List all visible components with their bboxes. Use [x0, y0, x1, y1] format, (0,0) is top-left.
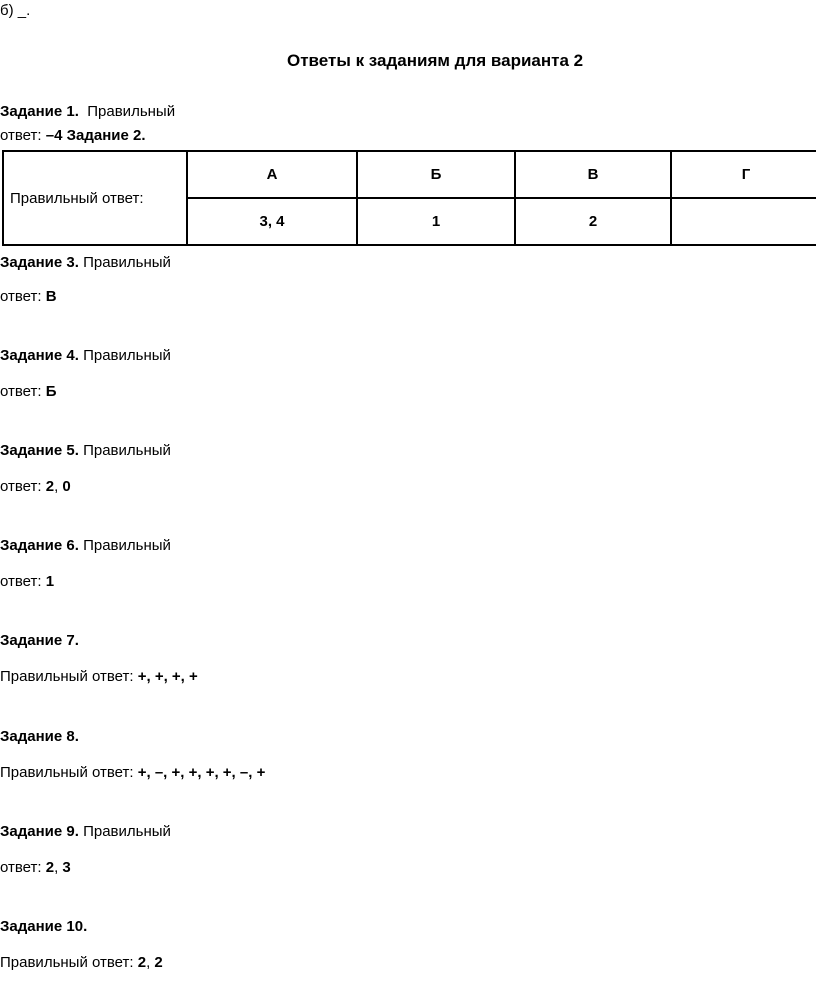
task-5-answer-1: 2	[45, 478, 55, 495]
task-7-heading	[0, 632, 79, 650]
task-7-answer: +, +, +, +	[137, 668, 198, 685]
table-row	[3, 151, 816, 198]
task-1-answer-line	[0, 127, 146, 145]
table-row-label: Правильный ответ:	[3, 151, 187, 245]
task-10-answer-2: 2	[154, 954, 163, 971]
task-8-answer: +, –, +, +, +, +, –, +	[137, 764, 266, 781]
task-4-answer-line	[0, 383, 57, 401]
table-header-cell: Б	[357, 151, 515, 198]
task-1-label: Задание 1.	[0, 103, 79, 120]
task-3-answer-line	[0, 288, 57, 306]
task-4-answer: Б	[45, 383, 57, 400]
table-value-cell: 3, 4	[187, 198, 357, 245]
task-5-answer-2: 0	[62, 478, 71, 495]
task-9-separator: ,	[54, 859, 63, 876]
task-6-answer: 1	[45, 573, 55, 590]
task-9-heading	[0, 823, 171, 841]
task-8-answer-line	[0, 764, 265, 782]
task-9-answer-2: 3	[62, 859, 71, 876]
task-5-answer-prefix: ответ:	[0, 478, 46, 495]
task-5-text: Правильный	[83, 442, 171, 459]
task-3-answer: В	[45, 288, 57, 305]
table-header-cell: А	[187, 151, 357, 198]
task-5-answer-line	[0, 478, 71, 496]
header-fragment: б) _.	[0, 2, 31, 19]
task-8-label: Задание 8.	[0, 728, 79, 745]
task-5-separator: ,	[54, 478, 63, 495]
task-1-answer: –4	[45, 127, 63, 144]
table-header-cell: Г	[671, 151, 816, 198]
task-7-label: Задание 7.	[0, 632, 79, 649]
task-7-answer-line	[0, 668, 198, 686]
task-9-text: Правильный	[83, 823, 171, 840]
task-9-label: Задание 9.	[0, 823, 79, 840]
task-9-answer-1: 2	[45, 859, 55, 876]
table-value-cell: 1	[357, 198, 515, 245]
task-10-separator: ,	[146, 954, 155, 971]
table-value-cell	[671, 198, 816, 245]
task-1-heading	[0, 103, 175, 121]
table-header-cell: В	[515, 151, 671, 198]
task-9-answer-line	[0, 859, 71, 877]
task-6-answer-prefix: ответ:	[0, 573, 46, 590]
task-3-label: Задание 3.	[0, 254, 79, 271]
task-6-heading	[0, 537, 171, 555]
task-1-answer-prefix: ответ:	[0, 127, 46, 144]
task-4-answer-prefix: ответ:	[0, 383, 46, 400]
task-5-heading	[0, 442, 171, 460]
task-2-table	[2, 150, 816, 246]
task-8-answer-prefix: Правильный ответ:	[0, 764, 138, 781]
page-title: Ответы к заданиям для варианта 2	[287, 51, 584, 70]
task-2-label: Задание 2.	[66, 127, 146, 144]
task-6-text: Правильный	[83, 537, 171, 554]
task-1-text: Правильный	[87, 103, 176, 120]
task-9-answer-prefix: ответ:	[0, 859, 46, 876]
task-8-heading	[0, 728, 79, 746]
task-4-heading	[0, 347, 171, 365]
task-3-answer-prefix: ответ:	[0, 288, 46, 305]
task-5-label: Задание 5.	[0, 442, 79, 459]
task-6-label: Задание 6.	[0, 537, 79, 554]
task-10-label: Задание 10.	[0, 918, 88, 935]
task-6-answer-line	[0, 573, 54, 591]
task-4-label: Задание 4.	[0, 347, 79, 364]
task-7-answer-prefix: Правильный ответ:	[0, 668, 138, 685]
task-3-text: Правильный	[83, 254, 171, 271]
task-10-answer-1: 2	[137, 954, 147, 971]
task-10-heading	[0, 918, 87, 936]
table-value-cell: 2	[515, 198, 671, 245]
task-4-text: Правильный	[83, 347, 171, 364]
task-10-answer-prefix: Правильный ответ:	[0, 954, 138, 971]
task-10-answer-line	[0, 954, 163, 972]
task-3-heading	[0, 254, 171, 272]
